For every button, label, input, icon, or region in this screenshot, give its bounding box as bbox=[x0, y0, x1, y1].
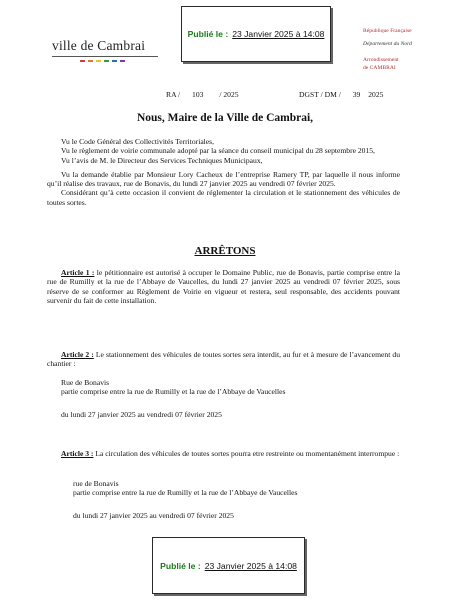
article-3-period: du lundi 27 janvier 2025 au vendredi 07 février 2025 bbox=[73, 510, 234, 520]
article-2-text: Le stationnement des véhicules de toutes sortes sera interdit, au fur et à mesure de l’avancement du chantier : bbox=[47, 350, 401, 369]
article-3-label: Article 3 : bbox=[61, 449, 94, 458]
article-3-street: rue de Bonavis bbox=[73, 479, 119, 488]
stamp-label: Publié le : bbox=[187, 29, 229, 39]
logo-decoration bbox=[80, 60, 158, 62]
article-2-section: partie comprise entre la rue de Rumilly et la rue de l’Abbaye de Vaucelles bbox=[61, 387, 286, 397]
header-republic: République Française bbox=[363, 28, 412, 34]
article-3 bbox=[47, 449, 400, 458]
consideration-line: Vu l’avis de M. le Directeur des Services Techniques Municipaux, bbox=[61, 155, 263, 165]
city-logo bbox=[52, 38, 158, 62]
header-arrondissement-name: de CAMBRAI bbox=[363, 64, 396, 71]
publication-stamp-top bbox=[181, 6, 331, 62]
stamp-date: 23 Janvier 2025 à 14:08 bbox=[204, 560, 297, 571]
article-3-text: La circulation des véhicules de toutes sortes pourra etre restreinte ou momentanément interrompue : bbox=[95, 449, 400, 458]
reference-right: DGST / DM / 39 2025 bbox=[299, 90, 384, 99]
article-2-period: du lundi 27 janvier 2025 au vendredi 07 février 2025 bbox=[61, 409, 222, 419]
decision-heading: ARRÊTONS bbox=[194, 245, 256, 257]
stamp-date: 23 Janvier 2025 à 14:08 bbox=[232, 29, 325, 39]
article-2 bbox=[47, 350, 400, 369]
article-2-details bbox=[47, 378, 400, 419]
article-1 bbox=[47, 268, 400, 305]
article-1-text: le pétitionnaire est autorisé à occuper le Domaine Public, rue de Bonavis, partie comprise entre la rue de Rumilly et la rue de l’Abbaye de Vaucelles, du lundi 27 janvier 2025 au vendredi 07 février 2025, sous réserve de se conformer au Règlement de Voirie en vigueur et restera, seul responsable, des accidents pouvant survenir du fait de cette installation. bbox=[47, 268, 401, 305]
header-department: Département du Nord bbox=[363, 40, 412, 47]
consideration-line: Vu le Code Général des Collectivités Territoriales, bbox=[61, 137, 215, 146]
publication-stamp-bottom bbox=[152, 537, 305, 594]
article-2-street: Rue de Bonavis bbox=[61, 378, 110, 387]
consideration-line: Vu la demande établie par Monsieur Lory Cacheux de l’entreprise Ramery TP, par laquelle il nous informe qu’il réalise des travaux, rue de Bonavis, du lundi 27 janvier 2025 au vendredi 07 février 2025. bbox=[47, 169, 400, 189]
article-3-section: partie comprise entre la rue de Rumilly et la rue de l’Abbaye de Vaucelles bbox=[73, 488, 298, 498]
consideration-line: Considérant qu’à cette occasion il convient de réglementer la circulation et le stationnement des véhicules de toutes sortes. bbox=[47, 188, 400, 207]
article-1-label: Article 1 : bbox=[61, 268, 95, 277]
logo-underline bbox=[52, 56, 158, 57]
considerations bbox=[47, 137, 400, 207]
stamp-label: Publié le : bbox=[160, 560, 201, 571]
document-heading: Nous, Maire de la Ville de Cambrai, bbox=[136, 112, 314, 124]
header-arrondissement: Arrondissement bbox=[363, 57, 399, 63]
administrative-header bbox=[363, 28, 445, 72]
article-3-details bbox=[47, 479, 400, 520]
logo-text: ville de Cambrai bbox=[52, 38, 146, 53]
article-2-label: Article 2 : bbox=[61, 350, 94, 359]
consideration-line: Vu le règlement de voirie communale adopté par la séance du conseil municipal du 28 septembre 2015, bbox=[61, 146, 375, 156]
reference-left: RA / 103 / 2025 bbox=[166, 90, 239, 99]
